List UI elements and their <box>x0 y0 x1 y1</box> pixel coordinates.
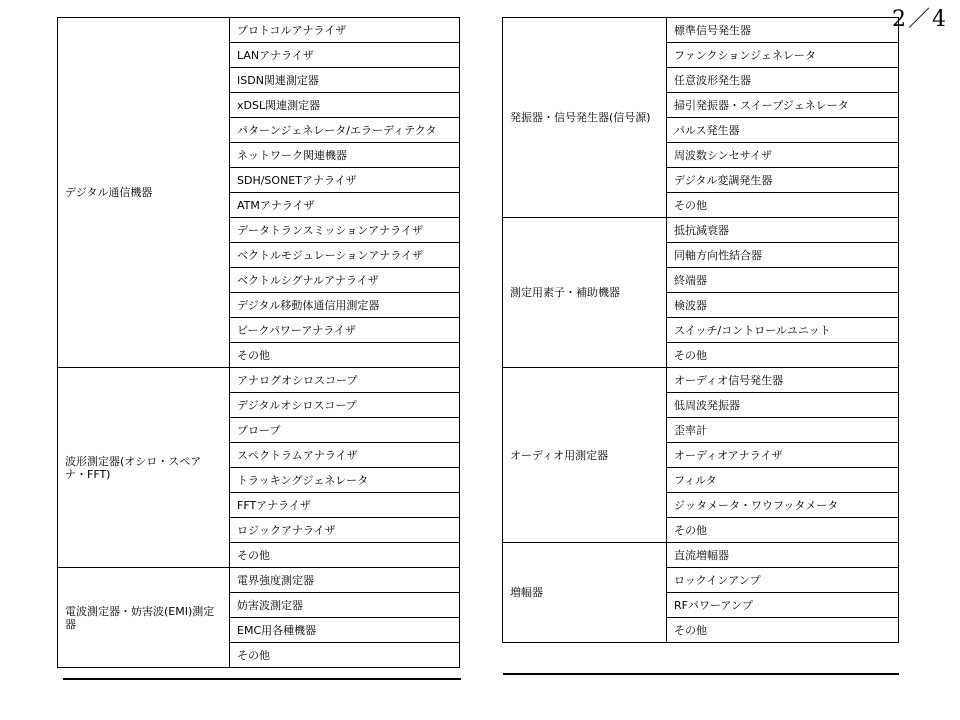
instrument-item: ATMアナライザ <box>230 193 460 218</box>
instrument-item: その他 <box>667 518 899 543</box>
instrument-item: ピークパワーアナライザ <box>230 318 460 343</box>
instrument-item: その他 <box>230 343 460 368</box>
table-row <box>503 218 899 243</box>
instrument-item: xDSL関連測定器 <box>230 93 460 118</box>
instrument-item: 検波器 <box>667 293 899 318</box>
category-label: 測定用素子・補助機器 <box>503 218 667 368</box>
instrument-item: アナログオシロスコープ <box>230 368 460 393</box>
table-row <box>58 368 460 393</box>
instrument-item: その他 <box>230 543 460 568</box>
instrument-item: ファンクションジェネレータ <box>667 43 899 68</box>
right-table-bottom-shadow <box>503 673 899 675</box>
instrument-item: EMC用各種機器 <box>230 618 460 643</box>
instrument-item: プロトコルアナライザ <box>230 18 460 43</box>
category-label: デジタル通信機器 <box>58 18 230 368</box>
category-label: 電波測定器・妨害波(EMI)測定器 <box>58 568 230 668</box>
table-row <box>503 368 899 393</box>
instrument-item: その他 <box>230 643 460 668</box>
instrument-item: 抵抗減衰器 <box>667 218 899 243</box>
category-label: 波形測定器(オシロ・スペアナ・FFT) <box>58 368 230 568</box>
instrument-item: デジタル移動体通信用測定器 <box>230 293 460 318</box>
instrument-item: オーディオ信号発生器 <box>667 368 899 393</box>
instrument-item: フィルタ <box>667 468 899 493</box>
instrument-item: 直流増幅器 <box>667 543 899 568</box>
instrument-item: オーディオアナライザ <box>667 443 899 468</box>
right-category-table <box>502 17 899 643</box>
instrument-item: 標準信号発生器 <box>667 18 899 43</box>
table-row <box>503 543 899 568</box>
left-category-table <box>57 17 460 668</box>
instrument-item: SDH/SONETアナライザ <box>230 168 460 193</box>
instrument-item: LANアナライザ <box>230 43 460 68</box>
category-label: オーディオ用測定器 <box>503 368 667 543</box>
page-number: 2／4 <box>892 7 948 32</box>
category-label: 増幅器 <box>503 543 667 643</box>
instrument-item: その他 <box>667 618 899 643</box>
instrument-item: 歪率計 <box>667 418 899 443</box>
instrument-item: 妨害波測定器 <box>230 593 460 618</box>
instrument-item: ジッタメータ・ワウフッタメータ <box>667 493 899 518</box>
instrument-item: ベクトルモジュレーションアナライザ <box>230 243 460 268</box>
instrument-item: 低周波発振器 <box>667 393 899 418</box>
category-label: 発振器・信号発生器(信号源) <box>503 18 667 218</box>
instrument-item: ネットワーク関連機器 <box>230 143 460 168</box>
instrument-item: 電界強度測定器 <box>230 568 460 593</box>
instrument-item: FFTアナライザ <box>230 493 460 518</box>
instrument-item: その他 <box>667 343 899 368</box>
instrument-item: 同軸方向性結合器 <box>667 243 899 268</box>
instrument-item: トラッキングジェネレータ <box>230 468 460 493</box>
instrument-item: スイッチ/コントロールユニット <box>667 318 899 343</box>
instrument-item: 掃引発振器・スイープジェネレータ <box>667 93 899 118</box>
table-row <box>58 18 460 43</box>
instrument-item: ISDN関連測定器 <box>230 68 460 93</box>
table-row <box>503 18 899 43</box>
instrument-item: スペクトラムアナライザ <box>230 443 460 468</box>
instrument-item: ロジックアナライザ <box>230 518 460 543</box>
instrument-item: ベクトルシグナルアナライザ <box>230 268 460 293</box>
table-row <box>58 568 460 593</box>
instrument-item: プローブ <box>230 418 460 443</box>
instrument-item: デジタルオシロスコープ <box>230 393 460 418</box>
instrument-item: その他 <box>667 193 899 218</box>
instrument-item: RFパワーアンプ <box>667 593 899 618</box>
instrument-item: パルス発生器 <box>667 118 899 143</box>
instrument-item: 周波数シンセサイザ <box>667 143 899 168</box>
instrument-item: データトランスミッションアナライザ <box>230 218 460 243</box>
instrument-item: パターンジェネレータ/エラーディテクタ <box>230 118 460 143</box>
instrument-item: 任意波形発生器 <box>667 68 899 93</box>
instrument-item: デジタル変調発生器 <box>667 168 899 193</box>
instrument-item: 終端器 <box>667 268 899 293</box>
left-table-bottom-shadow <box>63 678 461 680</box>
instrument-item: ロックインアンプ <box>667 568 899 593</box>
